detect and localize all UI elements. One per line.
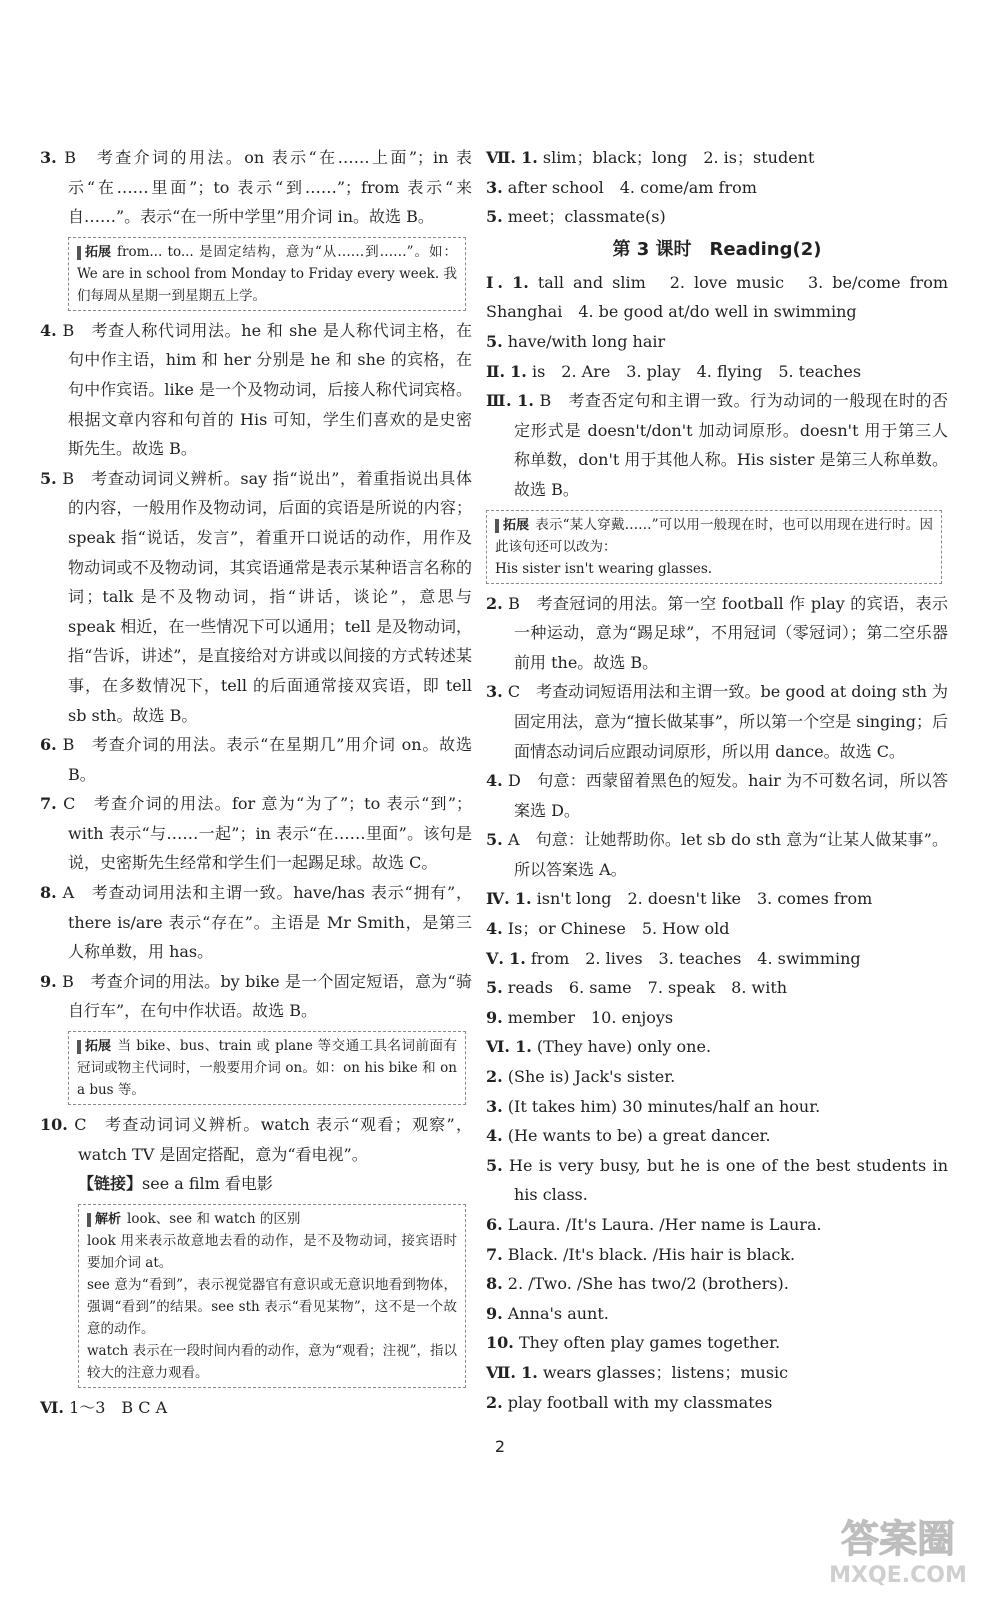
note-line: watch 表示在一段时间内看的动作，意为“观看；注视”，指以较大的注意力观看。 — [87, 1342, 457, 1381]
watermark-top: 答案圈 — [840, 1517, 956, 1561]
note-title: look、see 和 watch 的区别 — [127, 1210, 301, 1227]
note-example: His sister isn't wearing glasses. — [495, 560, 713, 577]
analysis-note — [78, 1204, 466, 1388]
answer-line: 5. reads 6. same 7. speak 8. with — [486, 978, 788, 998]
answer-line: Ⅰ. 1. tall and slim 2. love music 3. be/come from Shanghai 4. be good at/do well in swimming — [486, 272, 948, 322]
watermark-logo — [808, 1508, 988, 1588]
link-note: 【链接】see a film 看电影 — [78, 1174, 273, 1194]
answer-line: Ⅶ. 1. wears glasses；listens；music — [486, 1362, 789, 1382]
answer-line: 7. Black. /It's black. /His hair is black. — [486, 1244, 796, 1264]
extension-note: 拓展 from... to... 是固定结构，意为“从……到……”。如：We are in school from Monday to Friday every week. 我们每周从星期一到星期五上学。 — [68, 237, 466, 311]
note-line: look 用来表示故意地去看的动作，是不及物动词，接宾语时要加介词 at。 — [87, 1232, 457, 1271]
watermark-bottom: MXQE.COM — [829, 1563, 967, 1588]
answer-line: Ⅵ. 1. (They have) only one. — [486, 1037, 712, 1057]
answer-line: 10. They often play games together. — [486, 1333, 781, 1353]
note-tag: 拓展 — [77, 246, 111, 260]
answer-line: 2. play football with my classmates — [486, 1392, 773, 1412]
right-column — [486, 143, 948, 1417]
answer-item: 10. C 考查动词词义辨析。watch 表示“观看；观察”，watch TV 是固定搭配，意为“看电视”。 — [40, 1115, 472, 1164]
answer-item: 3. C 考查动词短语用法和主谓一致。be good at doing sth 为固定用法，意为“擅长做某事”，所以第一个空是 singing；后面情态动词后应跟动词原形，所以用 dance。故选 C。 — [486, 682, 948, 761]
extension-note: 拓展 表示“某人穿戴……”可以用一般现在时，也可以用现在进行时。因此该句还可以改为： His sister isn't wearing glasses. — [486, 510, 942, 584]
answer-line: 2. (She is) Jack's sister. — [486, 1067, 676, 1087]
answer-line: Ⅳ. 1. isn't long 2. doesn't like 3. comes from — [486, 889, 873, 909]
note-tag: 拓展 — [495, 519, 529, 533]
answer-item: 3. B 考查介词的用法。on 表示“在……上面”；in 表示“在……里面”；to 表示“到……”；from 表示“来自……”。表示“在一所中学里”用介词 in。故选 B。 — [40, 148, 472, 227]
answer-line: Ⅴ. 1. from 2. lives 3. teaches 4. swimming — [486, 948, 861, 968]
answer-line: Ⅶ. 1. slim；black；long 2. is；student — [486, 148, 815, 167]
answer-item: 5. A 句意：让她帮助你。let sb do sth 意为“让某人做某事”。所以答案选 A。 — [486, 830, 948, 879]
page-number: 2 — [494, 1437, 506, 1456]
answer-item: 4. D 句意：西蒙留着黑色的短发。hair 为不可数名词，所以答案选 D。 — [486, 771, 948, 820]
answer-item: 5. B 考查动词词义辨析。say 指“说出”，着重指说出具体的内容，一般用作及物动词，后面的宾语是所说的内容；speak 指“说话，发言”，着重开口说话的动作，用作及物动词或不及物动词，其宾语通常是表示某种语言名称的词；talk 是不及物动词，指“讲话，谈论”，意思与 speak 相近，在一些情况下可以通用；tell 是及物动词，指“告诉，讲述”，是直接给对方讲或以间接的方式转述某事，在多数情况下，tell 的后面通常接双宾语，即 tell sb sth。故选 B。 — [40, 468, 472, 725]
answer-line: 9. member 10. enjoys — [486, 1007, 674, 1027]
answer-line: 6. Laura. /It's Laura. /Her name is Laura. — [486, 1215, 822, 1234]
note-tag: 解析 — [87, 1213, 121, 1227]
answer-item: Ⅲ. 1. B 考查否定句和主谓一致。行为动词的一般现在时的否定形式是 doesn't/don't 加动词原形。doesn't 用于第三人称单数，don't 用于其他人称。His sister 是第三人称单数。故选 B。 — [486, 391, 948, 499]
answer-item: 9. B 考查介词的用法。by bike 是一个固定短语，意为“骑自行车”，在句中作状语。故选 B。 — [40, 971, 472, 1021]
answer-item: 8. A 考查动词用法和主谓一致。have/has 表示“拥有”，there is/are 表示“存在”。主语是 Mr Smith，是第三人称单数，用 has。 — [40, 883, 472, 962]
answer-item: 2. B 考查冠词的用法。第一空 football 作 play 的宾语，表示一种运动，意为“踢足球”，不用冠词（零冠词）；第二空乐器前用 the。故选 B。 — [486, 593, 948, 672]
answer-line: 3. after school 4. come/am from — [486, 177, 757, 197]
answer-item: 6. B 考查介词的用法。表示“在星期几”用介词 on。故选 B。 — [40, 735, 472, 784]
answer-line: Ⅱ. 1. is 2. Are 3. play 4. flying 5. teaches — [486, 361, 862, 381]
answer-line: 3. (It takes him) 30 minutes/half an hour. — [486, 1096, 821, 1116]
lesson-title: 第 3 课时 Reading(2) — [612, 238, 822, 260]
answer-item: 5. He is very busy, but he is one of the best students in his class. — [486, 1155, 948, 1205]
extension-note: 拓展 当 bike、bus、train 或 plane 等交通工具名词前面有冠词或物主代词时，一般要用介词 on。如：on his bike 和 on a bus 等。 — [68, 1031, 466, 1105]
note-tag: 拓展 — [77, 1040, 111, 1054]
answer-line: 8. 2. /Two. /She has two/2 (brothers). — [486, 1274, 789, 1294]
answer-line: 4. (He wants to be) a great dancer. — [486, 1126, 771, 1146]
answer-item: 4. B 考查人称代词用法。he 和 she 是人称代词主格，在句中作主语，him 和 her 分别是 he 和 she 的宾格，在句中作宾语。like 是一个及物动词，后接人称代词宾格。根据文章内容和句首的 His 可知，学生们喜欢的是史密斯先生。故选 B。 — [40, 320, 472, 459]
section-answer: Ⅵ. 1～3 B C A — [40, 1397, 168, 1417]
answer-line: 5. meet；classmate(s) — [486, 207, 666, 227]
answer-item: 7. C 考查介词的用法。for 意为“为了”；to 表示“到”；with 表示“与……一起”；in 表示“在……里面”。该句是说，史密斯先生经常和学生们一起踢足球。故选 C。 — [40, 794, 472, 873]
answer-line: 4. Is；or Chinese 5. How old — [486, 919, 730, 939]
note-line: see 意为“看到”，表示视觉器官有意识或无意识地看到物体，强调“看到”的结果。see sth 表示“看见某物”，这不是一个故意的动作。 — [87, 1276, 457, 1337]
left-column — [40, 143, 472, 1422]
answer-line: 5. have/with long hair — [486, 331, 666, 351]
answer-line: 9. Anna's aunt. — [486, 1303, 609, 1323]
